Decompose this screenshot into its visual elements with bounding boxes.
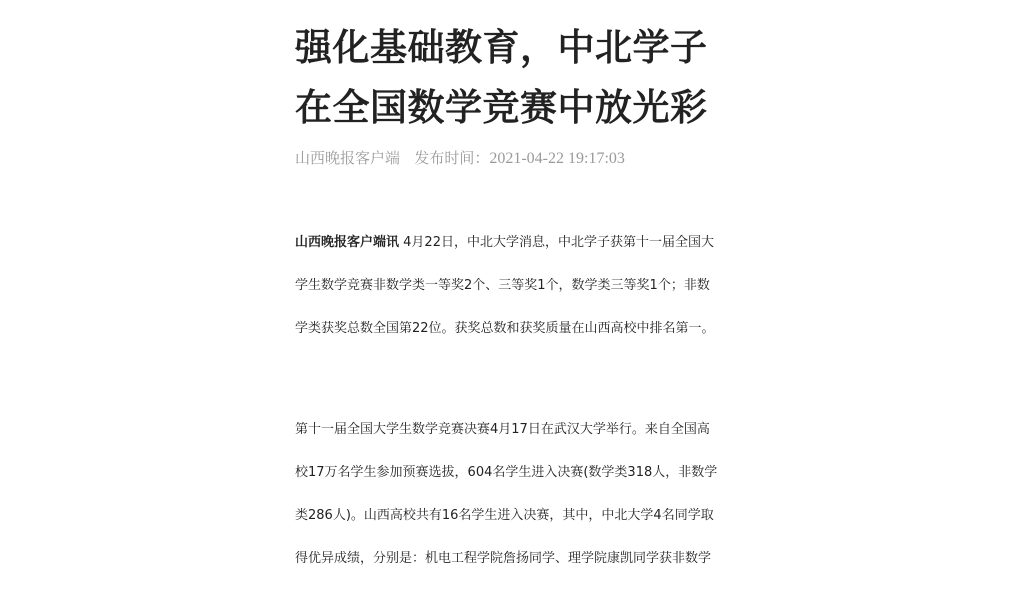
paragraph-1-line-1-text: 4月22日，中北大学消息，中北学子获第十一届全国大: [399, 235, 714, 250]
publish-label: 发布时间：: [414, 149, 490, 167]
paragraph-2-line-4: 得优异成绩，分别是：机电工程学院詹扬同学、理学院康凯同学获非数学: [295, 551, 712, 566]
publish-time: 2021-04-22 19:17:03: [489, 150, 625, 167]
paragraph-2-line-1: 第十一届全国大学生数学竞赛决赛4月17日在武汉大学举行。来自全国高: [295, 422, 710, 437]
paragraph-2-line-2: 校17万名学生参加预赛选拔，604名学生进入决赛(数学类318人，非数学: [295, 465, 718, 480]
article-meta: [295, 147, 625, 168]
paragraph-1-line-2: 学生数学竞赛非数学类一等奖2个、三等奖1个，数学类三等奖1个；非数: [295, 278, 710, 293]
article-title-line-1: 强化基础教育，中北学子: [295, 26, 708, 69]
paragraph-1-line-3: 学类获奖总数全国第22位。获奖总数和获奖质量在山西高校中排名第一。: [295, 321, 715, 336]
source-label: 山西晚报客户端: [295, 149, 401, 167]
paragraph-2-line-3: 类286人)。山西高校共有16名学生进入决赛，其中，中北大学4名同学取: [295, 508, 714, 523]
lead-source: 山西晚报客户端讯: [295, 235, 400, 250]
paragraph-1-line-1: [295, 233, 714, 253]
article-title-line-2: 在全国数学竞赛中放光彩: [295, 86, 708, 129]
